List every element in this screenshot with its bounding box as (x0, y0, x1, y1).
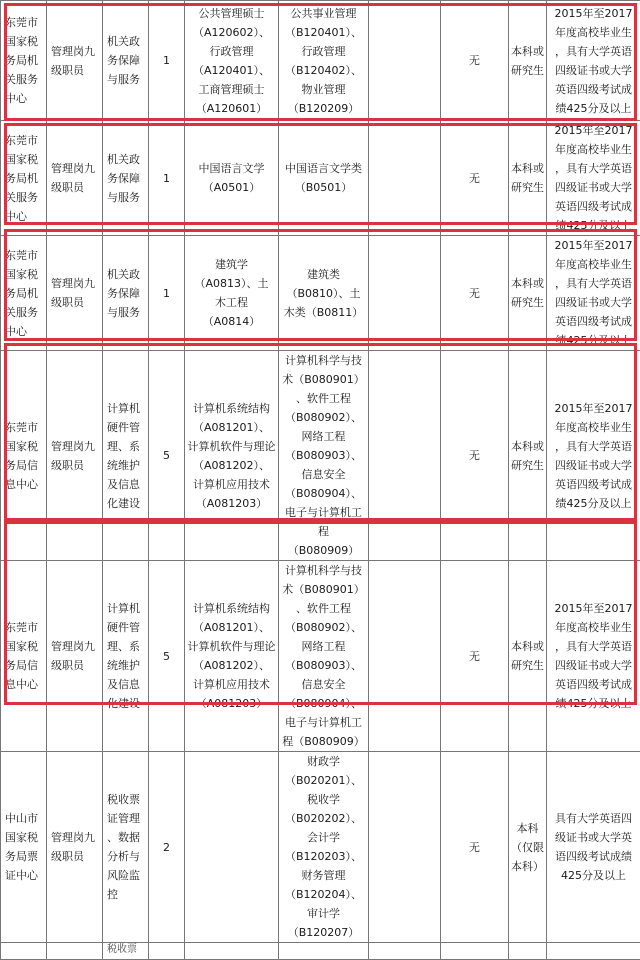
cell-line: （B020202）、 (281, 809, 366, 828)
cell-line: 财务管理 (281, 866, 366, 885)
table-row (1, 236, 640, 351)
position-cell (47, 561, 103, 752)
cell-line: 计算机软件与理论 (187, 637, 276, 656)
education-cell (509, 1, 547, 121)
cell-line: 绩425分及以上 (549, 216, 638, 235)
other-requirements-cell (547, 236, 640, 351)
cell-line: 绩425分及以上 (549, 331, 638, 350)
cell-line: （A081202）、 (187, 656, 276, 675)
graduate-major-cell (185, 752, 279, 943)
cell-line: （A081203） (187, 494, 276, 513)
cell-line: 机关政 (107, 265, 146, 284)
cell-line: 计算机科学与技 (281, 351, 366, 370)
undergraduate-major-cell (279, 1, 369, 121)
cell-line: 绩425分及以上 (549, 694, 638, 713)
cell-line: 国家税 (5, 637, 44, 656)
cell-line: 本科） (511, 857, 544, 876)
cell-line: 东莞市 (5, 13, 44, 32)
cell-line: （B080902）、 (281, 408, 366, 427)
cell-line: ，具有大学英语 (549, 437, 638, 456)
cell-line: 级职员 (51, 61, 100, 80)
education-cell (509, 121, 547, 236)
cell-line: 年度高校毕业生 (549, 255, 638, 274)
cell-line: （A081201）、 (187, 618, 276, 637)
employer-cell (1, 752, 47, 943)
cell-line: 管理岗九 (51, 828, 100, 847)
cell-line: 建筑类 (281, 265, 366, 284)
cell-line: 2015年至2017 (549, 236, 638, 255)
cell-line: 务局信 (5, 656, 44, 675)
cell-line: 研究生 (511, 293, 544, 312)
cell-line: 2015年至2017 (549, 599, 638, 618)
experience-cell (441, 943, 509, 960)
cell-line: 本科或 (511, 637, 544, 656)
cell-line: 务保障 (107, 284, 146, 303)
table-row (1, 1, 640, 121)
cell-line: 本科 (511, 819, 544, 838)
cell-line: 2015年至2017 (549, 121, 638, 140)
graduate-major-cell (185, 121, 279, 236)
cell-line: 息中心 (5, 675, 44, 694)
duty-cell (103, 236, 149, 351)
cell-line: 机关政 (107, 32, 146, 51)
cell-line: 、软件工程 (281, 599, 366, 618)
cell-line: 中山市 (5, 809, 44, 828)
cell-line: （B0501） (281, 178, 366, 197)
cell-line: 绩425分及以上 (549, 494, 638, 513)
cell-line: 控 (107, 885, 146, 904)
cell-line: 2015年至2017 (549, 399, 638, 418)
cell-line: 中心 (5, 207, 44, 226)
cell-line: 级职员 (51, 178, 100, 197)
education-cell (509, 236, 547, 351)
cell-line: （A120401）、 (187, 61, 276, 80)
undergraduate-major-cell (279, 752, 369, 943)
blank-cell (369, 561, 441, 752)
cell-line: 关服务 (5, 303, 44, 322)
position-cell (47, 121, 103, 236)
cell-line: 年度高校毕业生 (549, 23, 638, 42)
headcount-cell: 1 (149, 121, 185, 236)
experience-cell: 无 (441, 121, 509, 236)
experience-cell: 无 (441, 561, 509, 752)
cell-line: 本科或 (511, 437, 544, 456)
cell-line: 国家税 (5, 437, 44, 456)
cell-line: 网络工程 (281, 427, 366, 446)
employer-cell (1, 236, 47, 351)
cell-line: 理、系 (107, 437, 146, 456)
cell-line: 及信息 (107, 675, 146, 694)
blank-cell (369, 943, 441, 960)
cell-line: （B120402）、 (281, 61, 366, 80)
undergraduate-major-cell (279, 943, 369, 960)
cell-line: 信息安全 (281, 675, 366, 694)
cell-line: 东莞市 (5, 418, 44, 437)
headcount-cell: 5 (149, 561, 185, 752)
cell-line: 级职员 (51, 456, 100, 475)
undergraduate-major-cell (279, 561, 369, 752)
cell-line: 务保障 (107, 169, 146, 188)
graduate-major-cell (185, 561, 279, 752)
graduate-major-cell (185, 1, 279, 121)
cell-line: （B080903）、 (281, 446, 366, 465)
cell-line: 国家税 (5, 150, 44, 169)
cell-line: 英语四级考试成 (549, 197, 638, 216)
cell-line: 务保障 (107, 51, 146, 70)
experience-cell: 无 (441, 351, 509, 561)
cell-line: 硬件管 (107, 418, 146, 437)
graduate-major-cell (185, 943, 279, 960)
cell-line: 证管理 (107, 809, 146, 828)
cell-line: 关服务 (5, 188, 44, 207)
cell-line: ，具有大学英语 (549, 159, 638, 178)
cell-line: 审计学 (281, 904, 366, 923)
table-row (1, 561, 640, 752)
table-row (1, 752, 640, 943)
cell-line: （B120207） (281, 923, 366, 942)
cell-line: 中国语言文学 (187, 159, 276, 178)
cell-line: 年度高校毕业生 (549, 418, 638, 437)
cell-line: （B080904）、 (281, 484, 366, 503)
cell-line: 务局机 (5, 284, 44, 303)
cell-line: 财政学 (281, 752, 366, 771)
cell-line: （B120203）、 (281, 847, 366, 866)
cell-line: （B080902）、 (281, 618, 366, 637)
cell-line: 工商管理硕士 (187, 80, 276, 99)
cell-line: 计算机系统结构 (187, 599, 276, 618)
employer-cell (1, 943, 47, 960)
cell-line: ，具有大学英语 (549, 42, 638, 61)
cell-line: 国家税 (5, 32, 44, 51)
cell-line: 税收学 (281, 790, 366, 809)
education-cell (509, 351, 547, 561)
cell-line: 级职员 (51, 656, 100, 675)
cell-line: （A081202）、 (187, 456, 276, 475)
cell-line: 管理岗九 (51, 437, 100, 456)
cell-line: 英语四级考试成 (549, 312, 638, 331)
cell-line: 英语四级考试成 (549, 475, 638, 494)
undergraduate-major-cell (279, 236, 369, 351)
cell-line: 务局机 (5, 169, 44, 188)
experience-cell: 无 (441, 752, 509, 943)
cell-line: （B080904）、 (281, 694, 366, 713)
blank-cell (369, 121, 441, 236)
cell-line: 证中心 (5, 866, 44, 885)
cell-line: 级证书或大学英 (549, 828, 638, 847)
cell-line: 、软件工程 (281, 389, 366, 408)
graduate-major-cell (185, 351, 279, 561)
cell-line: （B080903）、 (281, 656, 366, 675)
cell-line: （A0814） (187, 312, 276, 331)
blank-cell (369, 1, 441, 121)
position-cell (47, 351, 103, 561)
cell-line: 本科或 (511, 274, 544, 293)
cell-line: ，具有大学英语 (549, 274, 638, 293)
cell-line: 信息安全 (281, 465, 366, 484)
cell-line: 绩425分及以上 (549, 99, 638, 118)
employer-cell (1, 121, 47, 236)
cell-line: 级职员 (51, 847, 100, 866)
cell-line: 税收票 (107, 790, 146, 809)
cell-line: （B120401）、 (281, 23, 366, 42)
cell-line: （A081203） (187, 694, 276, 713)
cell-line: 研究生 (511, 456, 544, 475)
cell-line: （B080909） (281, 541, 366, 560)
cell-line: 务局票 (5, 847, 44, 866)
other-requirements-cell (547, 121, 640, 236)
cell-line: 建筑学 (187, 255, 276, 274)
cell-line: 管理岗九 (51, 159, 100, 178)
other-requirements-cell (547, 943, 640, 960)
cell-line: 物业管理 (281, 80, 366, 99)
cell-line: （A120601） (187, 99, 276, 118)
position-cell (47, 236, 103, 351)
headcount-cell: 2 (149, 752, 185, 943)
cell-line: 425分及以上 (549, 866, 638, 885)
cell-line: 务局信 (5, 456, 44, 475)
cell-line: 行政管理 (281, 42, 366, 61)
cell-line: 四级证书或大学 (549, 656, 638, 675)
cell-line: （A0813）、土 (187, 274, 276, 293)
headcount-cell: 1 (149, 236, 185, 351)
cell-line: 木类（B0811） (281, 303, 366, 322)
cell-line: 计算机科学与技 (281, 561, 366, 580)
cell-line: （B020201）、 (281, 771, 366, 790)
other-requirements-cell (547, 752, 640, 943)
education-cell (509, 561, 547, 752)
cell-line: 本科或 (511, 42, 544, 61)
cell-line: （A0501） (187, 178, 276, 197)
cell-line: 管理岗九 (51, 274, 100, 293)
cell-line: ，具有大学英语 (549, 637, 638, 656)
undergraduate-major-cell (279, 351, 369, 561)
cell-line: 中国语言文学类 (281, 159, 366, 178)
duty-cell (103, 121, 149, 236)
cell-line: 中心 (5, 89, 44, 108)
cell-line: 及信息 (107, 475, 146, 494)
cell-line: 计算机应用技术 (187, 675, 276, 694)
headcount-cell: 1 (149, 1, 185, 121)
blank-cell (369, 236, 441, 351)
cell-line: 关服务 (5, 70, 44, 89)
cell-line: 中心 (5, 322, 44, 341)
education-cell (509, 943, 547, 960)
cell-line: 硬件管 (107, 618, 146, 637)
cell-line: 东莞市 (5, 131, 44, 150)
cell-line: 管理岗九 (51, 42, 100, 61)
cell-line: 统维护 (107, 456, 146, 475)
cell-line: 机关政 (107, 150, 146, 169)
cell-line: 理、系 (107, 637, 146, 656)
cell-line: 化建设 (107, 694, 146, 713)
cell-line: 东莞市 (5, 618, 44, 637)
table-row (1, 351, 640, 561)
cell-line: （B0810）、土 (281, 284, 366, 303)
duty-cell (103, 943, 149, 960)
cell-line: 管理岗九 (51, 637, 100, 656)
cell-line: 术（B080901） (281, 580, 366, 599)
cell-line: （B120209） (281, 99, 366, 118)
education-cell (509, 752, 547, 943)
cell-line: 公共事业管理 (281, 4, 366, 23)
cell-line: 程（B080909） (281, 732, 366, 751)
position-cell (47, 1, 103, 121)
cell-line: 统维护 (107, 656, 146, 675)
cell-line: （A081201）、 (187, 418, 276, 437)
headcount-cell: 5 (149, 351, 185, 561)
cell-line: 电子与计算机工程 (281, 503, 366, 541)
cell-line: 电子与计算机工 (281, 713, 366, 732)
cell-line: 与服务 (107, 303, 146, 322)
employer-cell (1, 1, 47, 121)
experience-cell: 无 (441, 236, 509, 351)
duty-cell (103, 752, 149, 943)
cell-line: （B120204）、 (281, 885, 366, 904)
cell-line: 务局机 (5, 51, 44, 70)
cell-line: 语四级考试成绩 (549, 847, 638, 866)
cell-line: 具有大学英语四 (549, 809, 638, 828)
cell-line: 税收票 (107, 943, 146, 957)
cell-line: 会计学 (281, 828, 366, 847)
cell-line: 公共管理硕士 (187, 4, 276, 23)
cell-line: 分析与 (107, 847, 146, 866)
cell-line: 国家税 (5, 828, 44, 847)
cell-line: 四级证书或大学 (549, 293, 638, 312)
other-requirements-cell (547, 1, 640, 121)
cell-line: 、数据 (107, 828, 146, 847)
employer-cell (1, 351, 47, 561)
duty-cell (103, 351, 149, 561)
cell-line: 国家税 (5, 265, 44, 284)
graduate-major-cell (185, 236, 279, 351)
table-row (1, 121, 640, 236)
experience-cell: 无 (441, 1, 509, 121)
cell-line: 风险监 (107, 866, 146, 885)
cell-line: 四级证书或大学 (549, 61, 638, 80)
table-row (1, 943, 640, 960)
cell-line: 研究生 (511, 178, 544, 197)
cell-line: 与服务 (107, 188, 146, 207)
cell-line: 计算机 (107, 599, 146, 618)
cell-line: 计算机系统结构 (187, 399, 276, 418)
cell-line: （仅限 (511, 838, 544, 857)
cell-line: 级职员 (51, 293, 100, 312)
blank-cell (369, 351, 441, 561)
duty-cell (103, 561, 149, 752)
cell-line: 息中心 (5, 475, 44, 494)
cell-line: 研究生 (511, 656, 544, 675)
cell-line: 四级证书或大学 (549, 178, 638, 197)
cell-line: （A120602）、 (187, 23, 276, 42)
cell-line: 英语四级考试成 (549, 675, 638, 694)
duty-cell (103, 1, 149, 121)
cell-line: 网络工程 (281, 637, 366, 656)
cell-line: 年度高校毕业生 (549, 140, 638, 159)
cell-line: 木工程 (187, 293, 276, 312)
position-cell (47, 752, 103, 943)
other-requirements-cell (547, 351, 640, 561)
cell-line: 英语四级考试成 (549, 80, 638, 99)
cell-line: 化建设 (107, 494, 146, 513)
cell-line: 行政管理 (187, 42, 276, 61)
undergraduate-major-cell (279, 121, 369, 236)
cell-line: 计算机 (107, 399, 146, 418)
cell-line: 四级证书或大学 (549, 456, 638, 475)
cell-line: 术（B080901） (281, 370, 366, 389)
cell-line: 计算机软件与理论 (187, 437, 276, 456)
cell-line: 东莞市 (5, 246, 44, 265)
other-requirements-cell (547, 561, 640, 752)
blank-cell (369, 752, 441, 943)
cell-line: 2015年至2017 (549, 4, 638, 23)
headcount-cell (149, 943, 185, 960)
cell-line: 年度高校毕业生 (549, 618, 638, 637)
cell-line: 与服务 (107, 70, 146, 89)
employer-cell (1, 561, 47, 752)
position-cell (47, 943, 103, 960)
cell-line: 计算机应用技术 (187, 475, 276, 494)
cell-line: 研究生 (511, 61, 544, 80)
cell-line: 本科或 (511, 159, 544, 178)
